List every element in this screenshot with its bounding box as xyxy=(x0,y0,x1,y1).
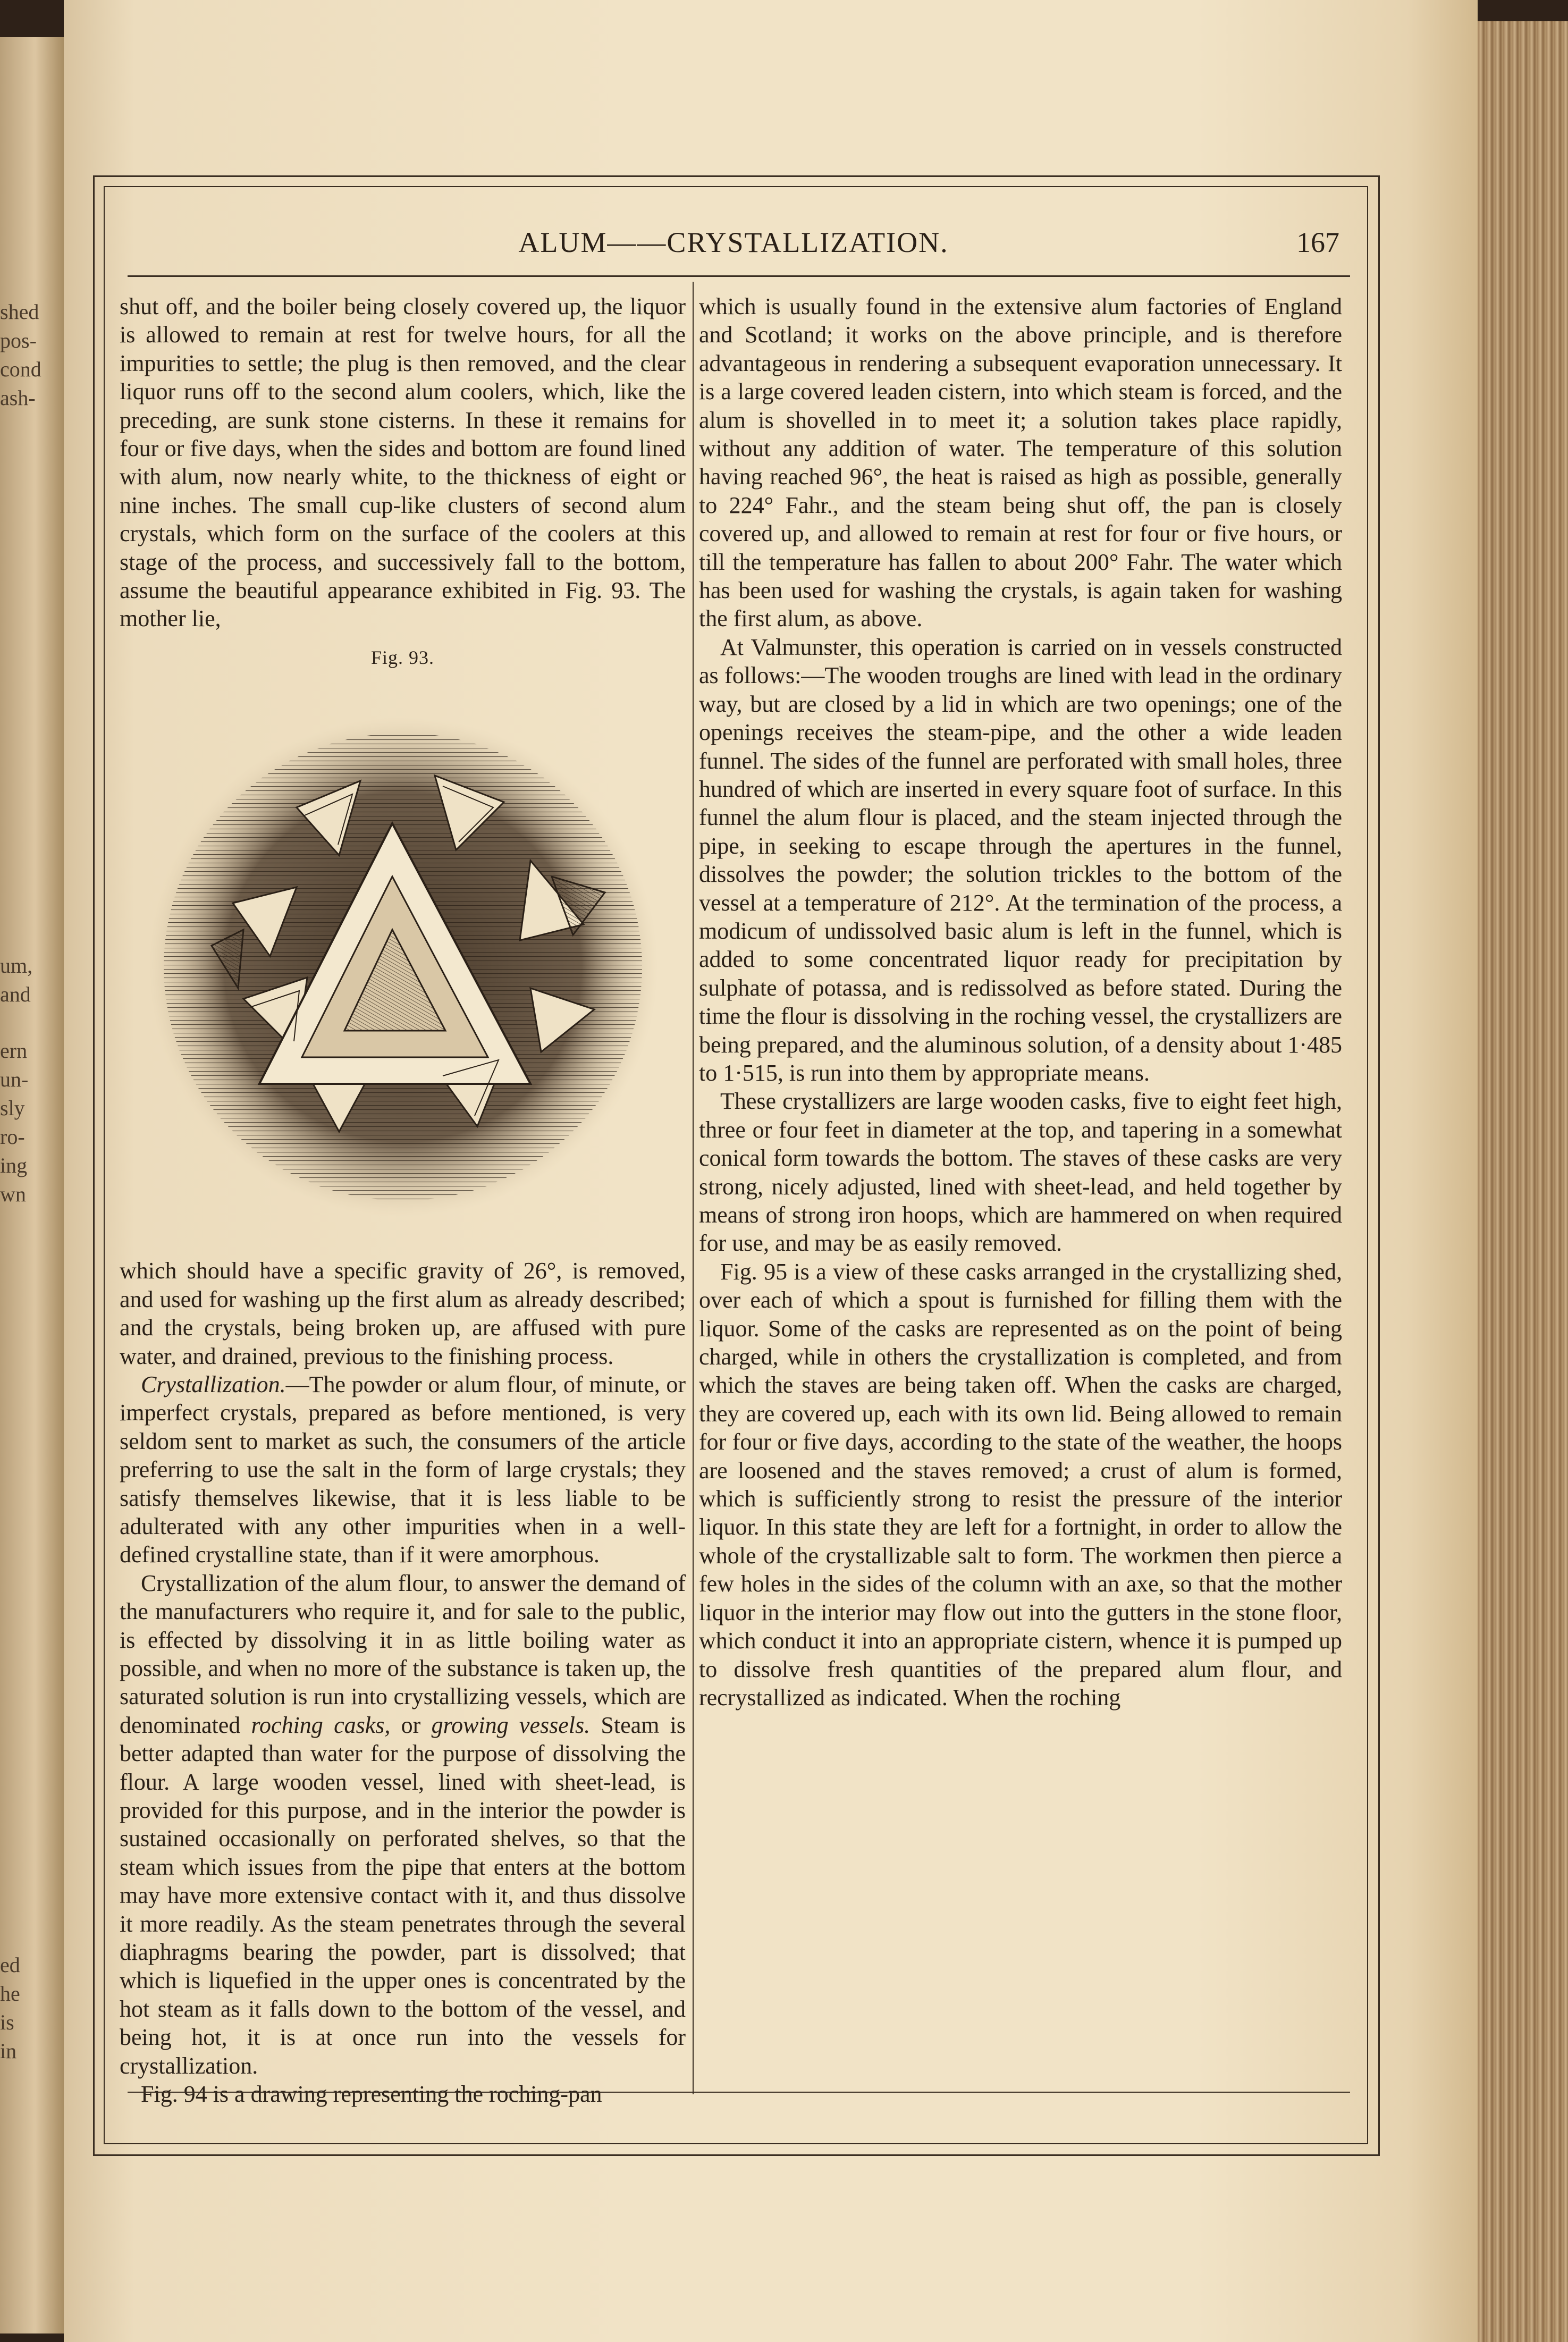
left-fragment: un- xyxy=(0,1067,29,1091)
adjacent-page-edge xyxy=(0,37,64,2333)
left-fragment: shed xyxy=(0,300,39,324)
left-fragment: ern xyxy=(0,1039,28,1063)
term: growing vessels. xyxy=(431,1712,591,1738)
figure-caption: Fig. 93. xyxy=(370,646,435,668)
left-fragment: ro- xyxy=(0,1125,25,1149)
paragraph: shut off, and the boiler being closely covered up, the liquor is allowed to remain at rest for twelve hours, for all the impurities to settle; the plug is then removed, and the clear liquor runs off to the second alum coolers, which, like the preceding, are sunk stone cisterns. In these it remains for four or five days, when the sides and bottom are found lined with alum, now nearly white, to the thickness of eight or nine inches. The small cup-like clusters of second alum crystals, which form on the surface of the coolers at this stage of the process, and successively fall to the bottom, assume the beautiful appearance exhibited in Fig. 93. The mother lie, xyxy=(120,293,686,632)
left-fragment: pos- xyxy=(0,328,37,352)
section-heading: Crystallization. xyxy=(141,1371,286,1397)
right-column xyxy=(699,292,1342,2078)
paragraph: Crystallization.—The powder or alum flour, of minute, or imperfect crystals, prepared as before mentioned, is very seldom sent to market as such, the consumers of the article preferring to use the salt in the form of large crystals; they satisfy themselves likewise, that it is less liable to be adulterated with any other impurities when in a well-defined crystalline state, than if it were amorphous. xyxy=(120,1371,686,1568)
term: roching casks, xyxy=(251,1712,391,1738)
running-head xyxy=(128,226,1339,274)
footer-rule xyxy=(128,2092,1350,2093)
paragraph: Fig. 95 is a view of these casks arranged in the crystallizing shed, over each of which a spout is furnished for filling them with the liquor. Some of the casks are represented as on the point of being charged, while in others the crystallization is completed, and from which the staves are being taken off. When the casks are charged, they are covered up, each with its own lid. Being allowed to remain for four or five days, according to the state of the weather, the hoops are loosened and the staves removed; a crust of alum is formed, which is sufficiently strong to resist the pressure of the interior liquor. In this state they are left for a fortnight, in order to allow the whole of the crystallizable salt to form. The workmen then pierce a few holes in the sides of the column with an axe, so that the mother liquor in the interior may flow out into the gutters in the stone floor, which conduct it into an appropriate cistern, whence it is pumped up to dissolve fresh quantities of the prepared alum flour, and recrystallized as indicated. When the roching xyxy=(699,1258,1342,1711)
left-fragment: sly xyxy=(0,1096,25,1120)
paragraph: Fig. 94 is a drawing representing the roching-pan xyxy=(141,2081,602,2108)
book-fore-edge xyxy=(1478,21,1568,2342)
left-column xyxy=(120,292,686,2108)
left-fragment: ash- xyxy=(0,386,36,410)
left-fragment: um, xyxy=(0,954,33,978)
left-fragment: ing xyxy=(0,1153,28,1177)
left-fragment: cond xyxy=(0,357,41,381)
page-number: 167 xyxy=(1296,226,1339,258)
left-fragment: wn xyxy=(0,1182,26,1206)
paragraph: These crystallizers are large wooden casks, five to eight feet high, three or four feet in diameter at the top, and tapering in a somewhat conical form towards the bottom. The staves of these casks are very strong, nicely adjusted, lined with sheet-lead, and held together by means of strong iron hoops, which are hammered on when required for use, and may be as easily removed. xyxy=(699,1088,1342,1257)
figure-93 xyxy=(120,677,686,1257)
left-fragment: and xyxy=(0,982,31,1006)
paragraph: which should have a specific gravity of 26°, is removed, and used for washing up the first alum as already described; and the crystals, being broken up, are affused with pure water, and drained, previous to the finishing process. xyxy=(120,1258,686,1369)
header-rule xyxy=(128,275,1350,277)
book-page xyxy=(64,0,1478,2342)
paragraph: At Valmunster, this operation is carried on in vessels constructed as follows:—The wooden troughs are lined with lead in the ordinary way, but are closed by a lid in which are two openings; one of the openings receives the steam-pipe, and the other a wide leaden funnel. The sides of the funnel are perforated with small holes, three hundred of which are inserted in every square foot of surface. In this funnel the alum flour is placed, and the steam injected through the pipe, in seeking to escape through the apertures in the funnel, dissolves the powder; the solution trickles to the bottom of the vessel at a temperature of 212°. At the termination of the process, a modicum of undissolved basic alum is left in the funnel, which is added to some concentrated liquor ready for precipitation by sulphate of potassa, and is redissolved as before stated. During the time the flour is dissolving in the roching vessel, the crystallizers are being prepared, and the aluminous solution, of a density about 1·485 to 1·515, is run into them by appropriate means. xyxy=(699,634,1342,1086)
left-fragment: he xyxy=(0,1982,20,2006)
column-divider xyxy=(693,282,694,2094)
left-fragment: is xyxy=(0,2010,14,2034)
paragraph: Crystallization of the alum flour, to answer the demand of the manufacturers who require it, and for sale to the public, is effected by dissolving it in as little boiling water as possible, and when no more of the substance is taken up, the saturated solution is run into crystallizing vessels, which are denominated roching casks, or growing vessels. Steam is better adapted than water for the purpose of dissolving the flour. A large wooden vessel, lined with sheet-lead, is provided for this purpose, and in the interior the powder is sustained occasionally on perforated shelves, so that the steam which issues from the pipe that enters at the bottom may have more extensive contact with it, and thus dissolve it more readily. As the steam penetrates through the several diaphragms bearing the powder, part is dissolved; that which is liquefied in the upper ones is concentrated by the hot steam as it falls down to the bottom of the vessel, and being hot, it is at once run into the vessels for crystallization. xyxy=(120,1570,686,2079)
running-head-title: ALUM——CRYSTALLIZATION. xyxy=(518,226,949,258)
left-fragment: ed xyxy=(0,1953,20,1977)
alum-crystal-engraving xyxy=(137,701,669,1233)
paragraph: which is usually found in the extensive alum factories of England and Scotland; it works on the above principle, and is therefore advantageous in rendering a subsequent evaporation unnecessary. It is a large covered leaden cistern, into which steam is forced, and the alum is shovelled in to meet it; a solution takes place rapidly, without any addition of water. The temperature of this solution having reached 96°, the heat is raised as high as possible, generally to 224° Fahr., and the steam being shut off, the pan is closely covered up, and allowed to remain at rest for four or five hours, or till the temperature has fallen to about 200° Fahr. The water which has been used for washing the crystals, is again taken for washing the first alum, as above. xyxy=(699,293,1342,632)
left-fragment: in xyxy=(0,2039,17,2063)
